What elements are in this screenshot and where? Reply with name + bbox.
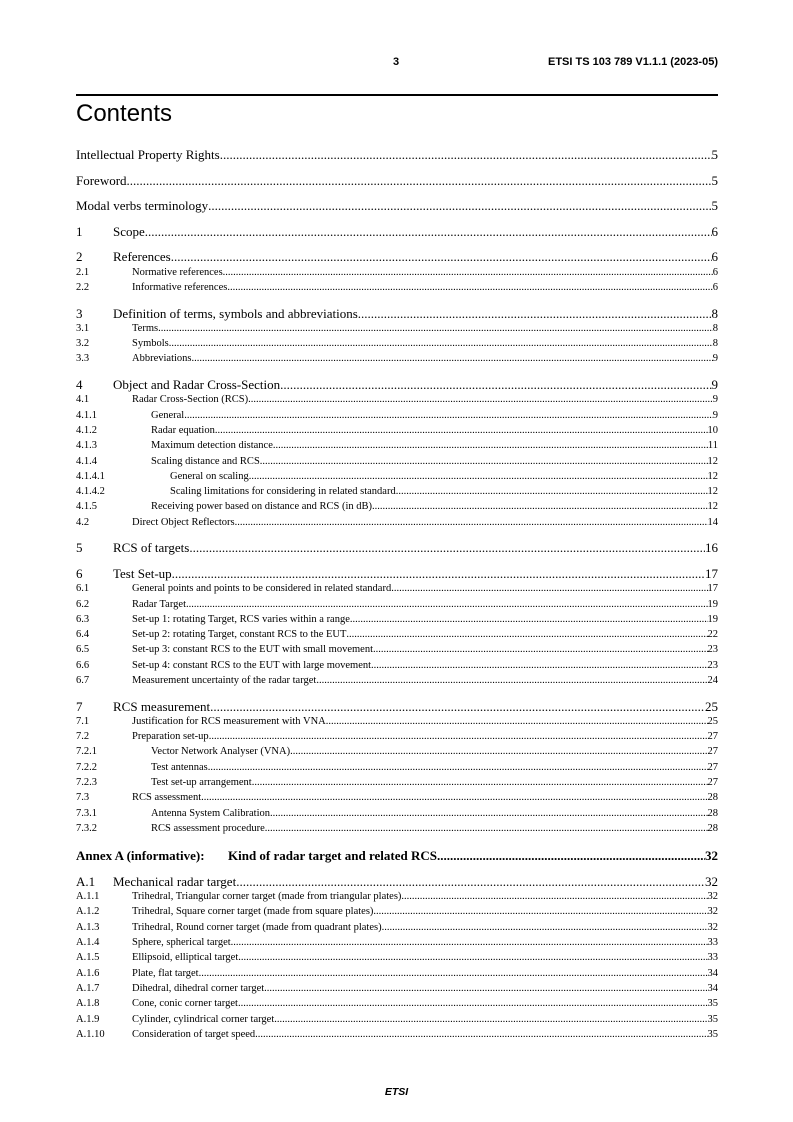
toc-entry-title: Scaling limitations for considering in related standard <box>170 486 396 498</box>
toc-entry[interactable] <box>76 198 718 213</box>
toc-entry-number: 4.1.4.2 <box>76 486 105 498</box>
dot-leader <box>290 744 707 759</box>
toc-entry-title: Set-up 2: rotating Target, constant RCS to the EUT <box>132 629 347 641</box>
toc-entry-page: 22 <box>707 629 718 641</box>
toc-entry-number: 4.1.3 <box>76 440 97 452</box>
toc-entry-title: Object and Radar Cross-Section <box>113 377 281 393</box>
toc-entry-number: 7.2 <box>76 731 90 743</box>
toc-entry-number: 4.1.4 <box>76 455 97 467</box>
toc-entry-page: 9 <box>712 394 718 406</box>
dot-leader <box>231 935 708 950</box>
toc-entry[interactable] <box>76 729 718 744</box>
toc-entry-number: 4.1.2 <box>76 424 97 436</box>
dot-leader <box>326 714 708 729</box>
toc-entry-title: Symbols <box>132 338 169 350</box>
toc-entry-page: 9 <box>711 377 718 393</box>
toc-entry[interactable] <box>76 469 718 484</box>
dot-leader <box>391 581 707 596</box>
toc-entry-title: Set-up 4: constant RCS to the EUT with large movement <box>132 659 372 671</box>
toc-entry-title: Plate, flat target <box>132 967 199 979</box>
dot-leader <box>186 597 708 612</box>
toc-entry-title: General on scaling <box>170 470 249 482</box>
toc-entry-page: 9 <box>712 353 718 365</box>
toc-entry-title: RCS assessment <box>132 792 202 804</box>
toc-entry-title: Test Set-up <box>113 565 172 581</box>
toc-entry[interactable] <box>76 981 718 996</box>
toc-entry-page: 32 <box>707 891 718 903</box>
toc-entry-page: 28 <box>707 792 718 804</box>
toc-entry-title: Informative references <box>132 281 228 293</box>
toc-entry[interactable] <box>76 454 718 469</box>
toc-entry-number: A.1.1 <box>76 891 100 903</box>
document-id: ETSI TS 103 789 V1.1.1 (2023-05) <box>548 56 718 68</box>
toc-entry-title: Ellipsoid, elliptical target <box>132 952 239 964</box>
toc-entry-page: 32 <box>705 873 718 889</box>
toc-entry-title: Radar Cross-Section (RCS) <box>132 394 249 406</box>
toc-entry[interactable] <box>76 642 718 657</box>
dot-leader <box>210 699 705 714</box>
toc-entry-number: 7 <box>76 698 83 714</box>
toc-entry-title: Maximum detection distance <box>151 440 273 452</box>
toc-entry-page: 35 <box>707 998 718 1010</box>
toc-entry-page: 6 <box>712 281 718 293</box>
dot-leader <box>235 515 708 530</box>
toc-entry-number: 6 <box>76 565 83 581</box>
toc-entry-title: Dihedral, dihedral corner target <box>132 982 265 994</box>
dot-leader <box>184 408 713 423</box>
toc-entry-number: 2.1 <box>76 266 90 278</box>
toc-entry-title: Cylinder, cylindrical corner target <box>132 1013 275 1025</box>
toc-entry-page: 12 <box>707 470 718 482</box>
toc-entry[interactable] <box>76 392 718 407</box>
dot-leader <box>127 173 712 188</box>
toc-entry-page: 9 <box>712 409 718 421</box>
dot-leader <box>373 904 707 919</box>
dot-leader <box>189 540 705 555</box>
toc-entry[interactable] <box>76 874 718 889</box>
toc-entry-page: 27 <box>707 761 718 773</box>
dot-leader <box>371 658 707 673</box>
toc-entry-number: 3.3 <box>76 353 90 365</box>
toc-entry-page: 35 <box>707 1028 718 1040</box>
dot-leader <box>209 729 708 744</box>
toc-entry-page: 23 <box>707 659 718 671</box>
toc-entry[interactable] <box>76 889 718 904</box>
toc-entry-number: 4.1.1 <box>76 409 97 421</box>
toc-entry-title: Trihedral, Triangular corner target (made from triangular plates) <box>132 891 402 903</box>
toc-entry-title: Scope <box>113 223 145 239</box>
dot-leader <box>169 336 713 351</box>
toc-entry-page: 6 <box>711 249 718 265</box>
toc-entry[interactable] <box>76 673 718 688</box>
toc-entry-title: Direct Object Reflectors <box>132 516 235 528</box>
toc-entry-page: 33 <box>707 937 718 949</box>
annex-label: Annex A (informative): <box>76 848 205 864</box>
toc-entry[interactable] <box>76 950 718 965</box>
toc-entry[interactable] <box>76 821 718 836</box>
toc-entry[interactable] <box>76 920 718 935</box>
page-title: Contents <box>76 100 173 127</box>
dot-leader <box>215 423 708 438</box>
toc-entry-page: 32 <box>707 921 718 933</box>
toc-entry-number: 2 <box>76 249 83 265</box>
toc-entry-page: 5 <box>711 147 718 162</box>
toc-entry-number: 3.2 <box>76 338 90 350</box>
toc-entry[interactable] <box>76 540 718 555</box>
toc-entry-title: References <box>113 249 171 265</box>
toc-entry-title: Trihedral, Round corner target (made from quadrant plates) <box>132 921 382 933</box>
toc-entry[interactable] <box>76 280 718 295</box>
toc-entry-number: A.1.4 <box>76 937 100 949</box>
dot-leader <box>401 889 707 904</box>
toc-entry-title: Set-up 1: rotating Target, RCS varies within a range <box>132 613 350 625</box>
toc-entry[interactable] <box>76 173 718 188</box>
dot-leader <box>270 806 708 821</box>
toc-entry-number: A.1.5 <box>76 952 100 964</box>
dot-leader <box>249 469 708 484</box>
toc-entry[interactable] <box>76 1012 718 1027</box>
toc-entry-title: General <box>151 409 185 421</box>
toc-entry-title: Sphere, spherical target <box>132 937 231 949</box>
page-number: 3 <box>393 56 400 68</box>
toc-entry-page: 5 <box>711 198 718 214</box>
toc-entry-number: 6.3 <box>76 613 90 625</box>
toc-entry-page: 27 <box>707 746 718 758</box>
toc-entry[interactable] <box>76 848 718 863</box>
dot-leader <box>238 950 707 965</box>
dot-leader <box>350 612 708 627</box>
dot-leader <box>220 147 712 162</box>
toc-entry-page: 34 <box>707 967 718 979</box>
dot-leader <box>437 848 705 863</box>
dot-leader <box>171 249 712 264</box>
toc-entry[interactable] <box>76 484 718 499</box>
toc-entry-title: Modal verbs terminology <box>76 198 209 214</box>
toc-entry-page: 14 <box>707 516 718 528</box>
toc-entry-number: A.1 <box>76 873 96 889</box>
toc-entry-number: A.1.10 <box>76 1028 105 1040</box>
toc-entry-page: 16 <box>705 540 718 556</box>
toc-entry-page: 17 <box>705 565 718 581</box>
toc-entry-page: 24 <box>707 674 718 686</box>
toc-entry[interactable] <box>76 336 718 351</box>
toc-entry[interactable] <box>76 581 718 596</box>
dot-leader <box>208 760 708 775</box>
toc-entry-page: 5 <box>711 172 718 188</box>
toc-entry-number: 3 <box>76 305 83 321</box>
toc-entry-title: Scaling distance and RCS <box>151 455 260 467</box>
toc-entry-number: A.1.6 <box>76 967 100 979</box>
annex-title: Kind of radar target and related RCS <box>228 848 437 864</box>
toc-entry-page: 17 <box>707 583 718 595</box>
dot-leader <box>252 775 708 790</box>
toc-entry-page: 12 <box>707 455 718 467</box>
dot-leader <box>172 566 705 581</box>
toc-entry-number: 7.3.1 <box>76 807 97 819</box>
dot-leader <box>396 484 708 499</box>
dot-leader <box>255 1027 707 1042</box>
toc-entry-page: 28 <box>707 807 718 819</box>
toc-entry-title: Terms <box>132 322 159 334</box>
toc-entry[interactable] <box>76 904 718 919</box>
header-rule <box>76 94 718 96</box>
toc-entry-title: Mechanical radar target <box>113 873 237 889</box>
dot-leader <box>373 642 708 657</box>
toc-entry[interactable] <box>76 306 718 321</box>
toc-entry[interactable] <box>76 658 718 673</box>
toc-entry-number: 6.2 <box>76 598 90 610</box>
toc-entry-number: 7.2.1 <box>76 746 97 758</box>
toc-entry[interactable] <box>76 351 718 366</box>
toc-entry-page: 11 <box>707 440 718 452</box>
toc-entry-title: Radar Target <box>132 598 186 610</box>
dot-leader <box>316 673 707 688</box>
toc-entry-page: 8 <box>711 305 718 321</box>
toc-entry[interactable] <box>76 377 718 392</box>
toc-entry-number: 4 <box>76 377 83 393</box>
toc-entry-title: Measurement uncertainty of the radar target <box>132 674 317 686</box>
toc-entry-title: General points and points to be considered in related standard <box>132 583 392 595</box>
dot-leader <box>265 821 708 836</box>
toc-entry-page: 32 <box>705 848 718 864</box>
toc-entry-page: 19 <box>707 598 718 610</box>
toc-entry-page: 12 <box>707 501 718 513</box>
toc-entry[interactable] <box>76 597 718 612</box>
toc-entry[interactable] <box>76 515 718 530</box>
toc-entry-page: 35 <box>707 1013 718 1025</box>
dot-leader <box>236 874 705 889</box>
toc-entry[interactable] <box>76 147 718 162</box>
toc-entry-title: Consideration of target speed <box>132 1028 256 1040</box>
table-of-contents <box>76 147 718 1042</box>
toc-entry[interactable] <box>76 760 718 775</box>
toc-entry-page: 19 <box>707 613 718 625</box>
dot-leader <box>223 265 713 280</box>
toc-entry-page: 34 <box>707 982 718 994</box>
toc-entry-title: RCS measurement <box>113 698 211 714</box>
toc-entry[interactable] <box>76 249 718 264</box>
toc-entry[interactable] <box>76 966 718 981</box>
toc-entry-page: 6 <box>712 266 718 278</box>
toc-entry-title: Cone, conic corner target <box>132 998 238 1010</box>
toc-entry-title: Vector Network Analyser (VNA) <box>151 746 291 758</box>
toc-entry-number: A.1.7 <box>76 982 100 994</box>
toc-entry-number: 3.1 <box>76 322 90 334</box>
toc-entry-title: Antenna System Calibration <box>151 807 270 819</box>
toc-entry-number: 6.7 <box>76 674 90 686</box>
toc-entry[interactable] <box>76 627 718 642</box>
toc-entry[interactable] <box>76 423 718 438</box>
toc-entry-page: 10 <box>707 424 718 436</box>
toc-entry-title: Receiving power based on distance and RCS (in dB) <box>151 501 373 513</box>
toc-entry-number: 7.2.2 <box>76 761 97 773</box>
dot-leader <box>192 351 713 366</box>
toc-entry-title <box>76 848 437 863</box>
toc-entry-page: 28 <box>707 822 718 834</box>
toc-entry-title: RCS assessment procedure <box>151 822 265 834</box>
toc-entry-title: Radar equation <box>151 424 215 436</box>
toc-entry-title: Abbreviations <box>132 353 192 365</box>
toc-entry-title: Intellectual Property Rights <box>76 147 220 162</box>
toc-entry-title: Test set-up arrangement <box>151 777 252 789</box>
toc-entry-title: Trihedral, Square corner target (made from square plates) <box>132 906 374 918</box>
toc-entry-number: 6.1 <box>76 583 90 595</box>
toc-entry-number: 7.1 <box>76 715 90 727</box>
dot-leader <box>372 499 707 514</box>
toc-entry-title: RCS of targets <box>113 540 190 556</box>
toc-entry-number: 7.3 <box>76 792 90 804</box>
toc-entry[interactable] <box>76 499 718 514</box>
dot-leader <box>248 392 713 407</box>
toc-entry[interactable] <box>76 1027 718 1042</box>
toc-entry-number: A.1.3 <box>76 921 100 933</box>
toc-entry-page: 12 <box>707 486 718 498</box>
toc-entry-number: A.1.2 <box>76 906 100 918</box>
toc-entry-number: 1 <box>76 223 83 239</box>
dot-leader <box>273 438 708 453</box>
toc-entry-page: 25 <box>705 698 718 714</box>
toc-entry[interactable] <box>76 224 718 239</box>
toc-entry[interactable] <box>76 612 718 627</box>
dot-leader <box>158 321 713 336</box>
toc-entry-number: 7.2.3 <box>76 777 97 789</box>
footer-etsi: ETSI <box>384 1086 409 1098</box>
toc-entry-page: 25 <box>707 715 718 727</box>
toc-entry-number: 6.6 <box>76 659 90 671</box>
dot-leader <box>280 377 711 392</box>
dot-leader <box>145 224 712 239</box>
dot-leader <box>274 1012 707 1027</box>
toc-entry[interactable] <box>76 714 718 729</box>
dot-leader <box>346 627 707 642</box>
toc-entry-page: 33 <box>707 952 718 964</box>
toc-entry-page: 8 <box>712 338 718 350</box>
toc-entry-number: 6.4 <box>76 629 90 641</box>
toc-entry-number: 7.3.2 <box>76 822 97 834</box>
toc-entry-page: 27 <box>707 731 718 743</box>
dot-leader <box>382 920 708 935</box>
toc-entry-page: 8 <box>712 322 718 334</box>
dot-leader <box>201 790 707 805</box>
toc-entry[interactable] <box>76 566 718 581</box>
toc-entry-title: Test antennas <box>151 761 208 773</box>
toc-entry[interactable] <box>76 996 718 1011</box>
toc-entry-number: 6.5 <box>76 644 90 656</box>
toc-entry-number: 2.2 <box>76 281 90 293</box>
toc-entry[interactable] <box>76 806 718 821</box>
toc-entry-number: 4.1.4.1 <box>76 470 105 482</box>
toc-entry[interactable] <box>76 790 718 805</box>
toc-entry-number: 4.2 <box>76 516 90 528</box>
dot-leader <box>260 454 708 469</box>
toc-entry[interactable] <box>76 935 718 950</box>
toc-entry[interactable] <box>76 265 718 280</box>
toc-entry-page: 27 <box>707 777 718 789</box>
toc-entry-page: 23 <box>707 644 718 656</box>
toc-entry-number: 4.1.5 <box>76 501 97 513</box>
toc-entry-title: Preparation set-up <box>132 731 209 743</box>
toc-entry[interactable] <box>76 699 718 714</box>
toc-entry[interactable] <box>76 744 718 759</box>
toc-entry-number: 4.1 <box>76 394 90 406</box>
toc-entry[interactable] <box>76 321 718 336</box>
toc-entry-title: Normative references <box>132 266 223 278</box>
dot-leader <box>358 306 712 321</box>
dot-leader <box>199 966 708 981</box>
toc-entry-title: Justification for RCS measurement with VNA <box>132 715 326 727</box>
toc-entry[interactable] <box>76 408 718 423</box>
toc-entry-title: Set-up 3: constant RCS to the EUT with small movement <box>132 644 373 656</box>
toc-entry-number: 5 <box>76 540 83 556</box>
toc-entry-number: A.1.9 <box>76 1013 100 1025</box>
toc-entry-title: Definition of terms, symbols and abbreviations <box>113 305 358 321</box>
toc-entry[interactable] <box>76 775 718 790</box>
dot-leader <box>227 280 712 295</box>
toc-entry-title: Foreword <box>76 172 127 188</box>
toc-entry-page: 6 <box>711 223 718 239</box>
dot-leader <box>208 198 711 213</box>
toc-entry-number: A.1.8 <box>76 998 100 1010</box>
dot-leader <box>238 996 708 1011</box>
dot-leader <box>264 981 707 996</box>
toc-entry-page: 32 <box>707 906 718 918</box>
toc-entry[interactable] <box>76 438 718 453</box>
